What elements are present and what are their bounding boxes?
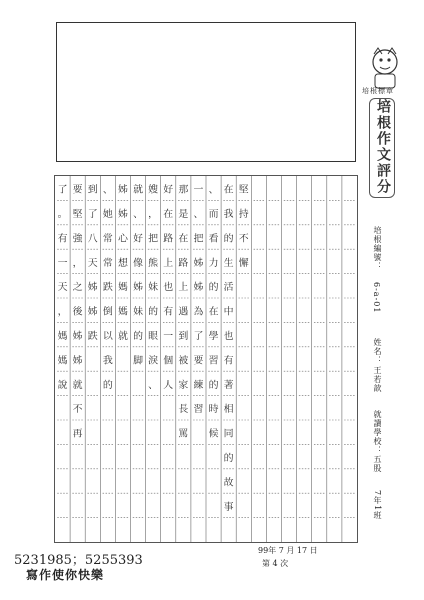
essay-character: 到 [178, 330, 189, 342]
essay-character: 堅 [238, 184, 249, 196]
essay-character: 姊 [133, 282, 144, 294]
essay-character: 生 [223, 257, 234, 269]
essay-character: 一 [57, 257, 68, 269]
essay-character: 了 [57, 184, 68, 196]
essay-character: 媽 [117, 282, 128, 294]
essay-character: 懈 [238, 257, 249, 269]
essay-character: 故 [223, 477, 234, 489]
essay-session: 第 4 次 [262, 559, 289, 568]
essay-character: 姊 [72, 355, 83, 367]
essay-character: 、 [148, 379, 159, 391]
essay-character: 脚 [133, 355, 144, 367]
essay-character: 同 [223, 428, 234, 440]
essay-character: 姊 [193, 282, 204, 294]
essay-character: 姊 [117, 184, 128, 196]
essay-character: 熊 [148, 257, 159, 269]
essay-character: 妹 [148, 282, 159, 294]
essay-character: 有 [57, 233, 68, 245]
essay-character: 把 [148, 233, 159, 245]
seal-caption: 培根標章 [362, 87, 394, 95]
essay-character: 把 [193, 233, 204, 245]
essay-character: 看 [208, 233, 219, 245]
essay-character: 天 [57, 282, 68, 294]
essay-character: 心 [117, 233, 128, 245]
essay-character: 不 [72, 404, 83, 416]
essay-character: 媽 [57, 330, 68, 342]
essay-date: 99年 7 月 17 日 [258, 546, 318, 555]
essay-character: 堅 [72, 208, 83, 220]
essay-character: 、 [133, 208, 144, 220]
essay-character: 她 [102, 208, 113, 220]
essay-character: 跌 [102, 282, 113, 294]
slogan-stamp: 寫作使你快樂 [26, 568, 105, 582]
essay-character: 想 [117, 257, 128, 269]
essay-character: 的 [223, 452, 234, 464]
essay-character: 學 [208, 330, 219, 342]
essay-character: ， [57, 306, 68, 318]
essay-character: 也 [163, 282, 174, 294]
essay-character: 力 [208, 257, 219, 269]
essay-character: 路 [178, 257, 189, 269]
bacon-number: 6-a-01 [372, 282, 381, 314]
essay-character: 為 [193, 306, 204, 318]
essay-character: 而 [208, 208, 219, 220]
essay-character: 上 [163, 257, 174, 269]
essay-character: 有 [163, 306, 174, 318]
essay-character: 到 [87, 184, 98, 196]
essay-character: 罵 [178, 428, 189, 440]
essay-character: 姊 [72, 330, 83, 342]
essay-character: 一 [163, 330, 174, 342]
essay-character: 姊 [87, 306, 98, 318]
essay-character: 之 [72, 282, 83, 294]
essay-character: 在 [223, 184, 234, 196]
student-name: 王若歆 [373, 366, 382, 393]
essay-character: 、 [102, 184, 113, 196]
essay-character: 像 [133, 257, 144, 269]
essay-character: 相 [223, 404, 234, 416]
essay-character: 上 [178, 282, 189, 294]
essay-character: 在 [208, 306, 219, 318]
essay-character: 被 [178, 355, 189, 367]
essay-character: 要 [72, 184, 83, 196]
essay-character: 遇 [178, 306, 189, 318]
writing-grid [54, 175, 358, 543]
essay-character: 嫂 [148, 184, 159, 196]
essay-character: 我 [223, 208, 234, 220]
school-label: 就讀學校：五股 [373, 410, 382, 473]
essay-character: 好 [163, 184, 174, 196]
teacher-comment-box [56, 22, 356, 162]
essay-character: 的 [148, 306, 159, 318]
essay-character: 媽 [117, 306, 128, 318]
essay-character: 中 [223, 306, 234, 318]
essay-character: 習 [193, 404, 204, 416]
essay-character: 的 [208, 379, 219, 391]
essay-character: 那 [178, 184, 189, 196]
essay-character: 的 [133, 330, 144, 342]
essay-character: ， [72, 257, 83, 269]
essay-character: 在 [163, 208, 174, 220]
essay-character: 媽 [57, 355, 68, 367]
essay-character: 天 [87, 257, 98, 269]
essay-character: 路 [163, 233, 174, 245]
grade-class: 7年1班 [373, 490, 382, 521]
essay-character: 常 [102, 257, 113, 269]
essay-character: 要 [193, 355, 204, 367]
essay-character: 。 [57, 208, 68, 220]
essay-character: 時 [208, 404, 219, 416]
essay-character: 八 [87, 233, 98, 245]
essay-character: 姊 [87, 282, 98, 294]
essay-character: 的 [223, 233, 234, 245]
essay-character: 眼 [148, 330, 159, 342]
essay-character: 姊 [193, 257, 204, 269]
essay-character: 我 [102, 355, 113, 367]
essay-character: 好 [133, 233, 144, 245]
bacon-number-label: 培根編號： [373, 226, 382, 271]
essay-character: 長 [178, 404, 189, 416]
essay-character: 淚 [148, 355, 159, 367]
essay-character: 一 [193, 184, 204, 196]
essay-character: 了 [193, 330, 204, 342]
essay-character: 在 [178, 233, 189, 245]
essay-character: 姊 [117, 208, 128, 220]
essay-character: 練 [193, 379, 204, 391]
essay-character: 人 [163, 379, 174, 391]
essay-character: 家 [178, 379, 189, 391]
essay-character: 說 [57, 379, 68, 391]
essay-character: 強 [72, 233, 83, 245]
essay-character: 習 [208, 355, 219, 367]
essay-character: 以 [102, 330, 113, 342]
phone-stamp: 5231985；5255393 [14, 553, 143, 568]
essay-character: 是 [178, 208, 189, 220]
essay-character: 就 [117, 330, 128, 342]
essay-character: 個 [163, 355, 174, 367]
essay-character: 就 [72, 379, 83, 391]
essay-character: 、 [193, 208, 204, 220]
essay-character: 的 [208, 282, 219, 294]
essay-character: 倒 [102, 306, 113, 318]
essay-character: 也 [223, 330, 234, 342]
essay-character: 不 [238, 233, 249, 245]
essay-character: 妹 [133, 306, 144, 318]
essay-character: 就 [133, 184, 144, 196]
essay-character: 後 [72, 306, 83, 318]
essay-character: 常 [102, 233, 113, 245]
essay-character: 有 [223, 355, 234, 367]
essay-character: ， [148, 208, 159, 220]
essay-character: 、 [208, 184, 219, 196]
brand-logo-text: 培根作文評分 [375, 99, 391, 195]
essay-character: 再 [72, 428, 83, 440]
essay-character: 的 [102, 379, 113, 391]
name-label: 姓名： [373, 338, 382, 365]
essay-character: 了 [87, 208, 98, 220]
essay-character: 跌 [87, 330, 98, 342]
essay-character: 活 [223, 282, 234, 294]
essay-character: 持 [238, 208, 249, 220]
essay-character: 事 [223, 501, 234, 513]
essay-character: 候 [208, 428, 219, 440]
brand-logo [369, 98, 395, 198]
essay-character: 著 [223, 379, 234, 391]
